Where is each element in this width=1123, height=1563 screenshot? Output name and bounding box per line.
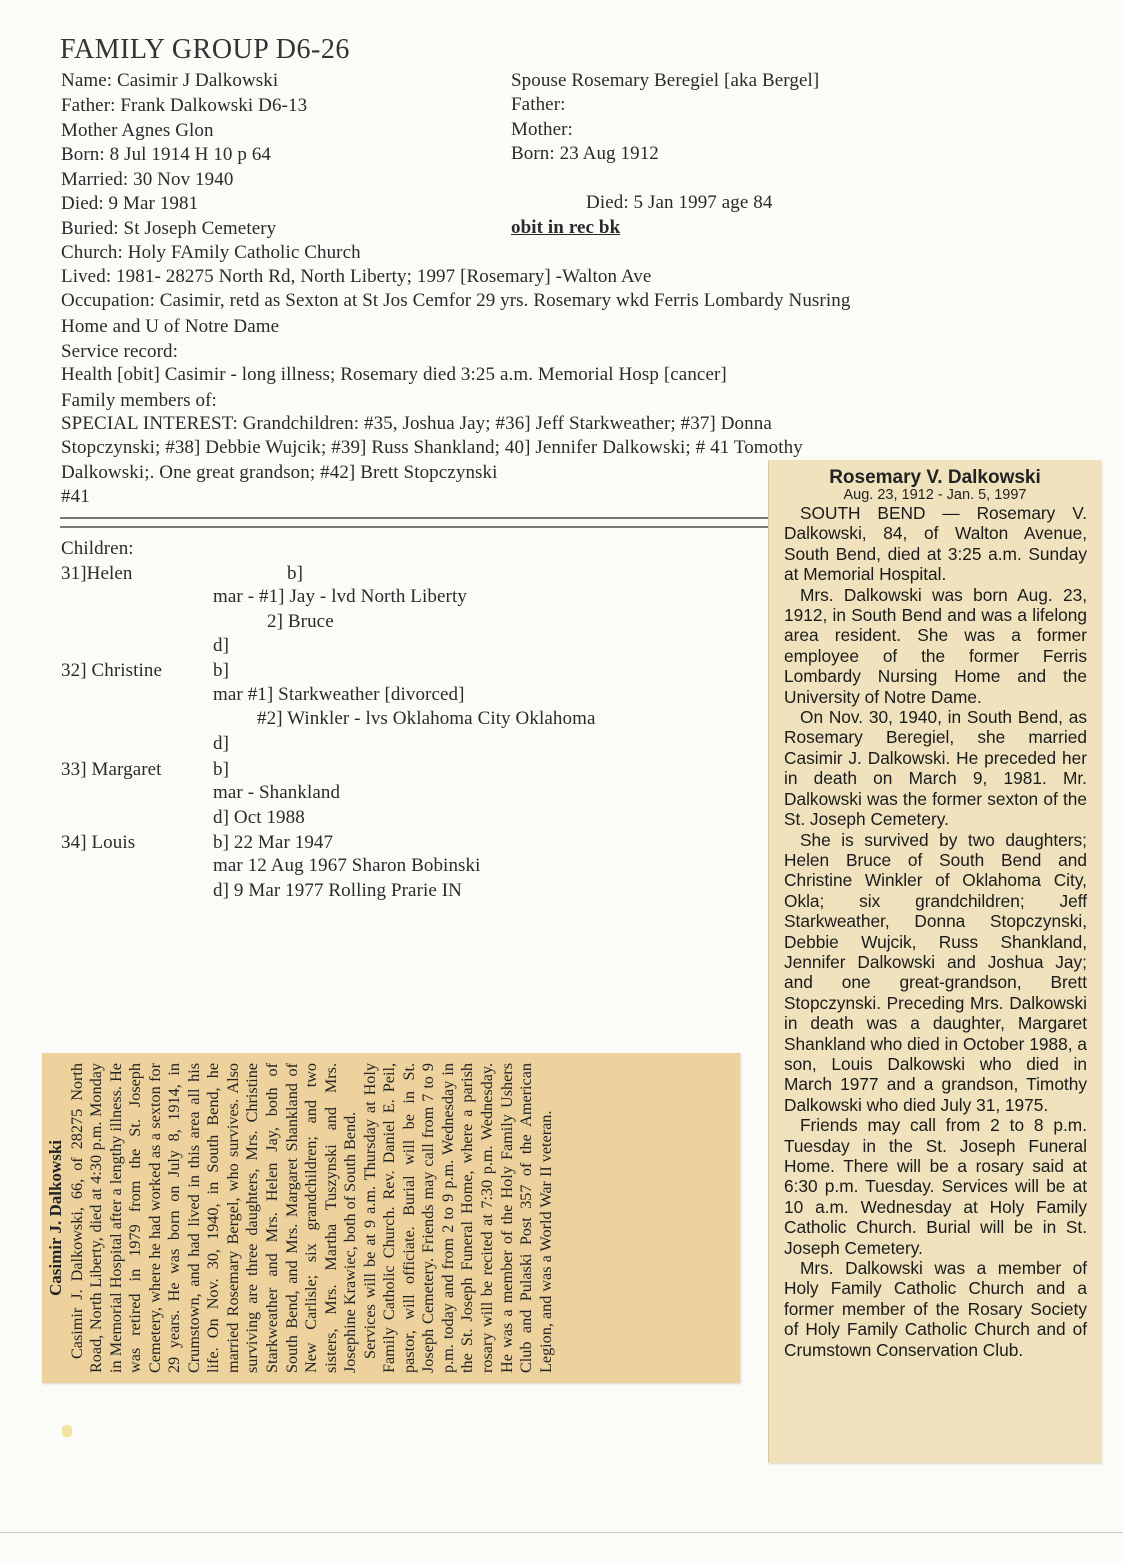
child-32-name: 32] Christine: [61, 660, 163, 681]
obit-casimir-para-1: Casimir J. Dalkowski, 66, of 28275 North Road, North Liberty, died at 4:30 p.m. Monday in Memorial Hospital after a lengthy illness. He was retired in 1979 from the St. Joseph Cemetery, where he had worked as a sexton for 29 years. He was born on July 8, 1914, in Crumstown, and had lived in this area all his life. On Nov. 30, 1940, in South Bend, he married Rosemary Bergel, who survives. Also surviving are three daughters, Mrs. Christine Starkweather and Mrs. Helen Jay, both of South Bend, and Mrs. Margaret Shankland of New Carlisle; six grandchildren; and two sisters, Mrs. Martha Tuszynski and Mrs. Josephine Krawiec, both of South Bend.: [67, 1063, 360, 1373]
divider: [60, 517, 775, 528]
field-father: Father: Frank Dalkowski D6-13: [61, 95, 308, 116]
field-buried: Buried: St Joseph Cemetery: [61, 218, 277, 239]
field-spouse-father: Father:: [511, 94, 566, 115]
obituary-clipping-rosemary: [768, 460, 1101, 1463]
obit-rosemary-para-5: Friends may call from 2 to 8 p.m. Tuesday in the St. Joseph Funeral Home. There will be a rosary said at 6:30 p.m. Tuesday. Services will be at 10 a.m. Wednesday at Holy Family Catholic Church. Burial will be in St. Joseph Cemetery.: [784, 1115, 1087, 1258]
children-heading: Children:: [61, 538, 134, 559]
child-32-marriage-2: #2] Winkler - lvs Oklahoma City Oklahoma: [257, 708, 596, 729]
field-spouse-mother: Mother:: [511, 119, 573, 140]
obit-link: obit in rec bk: [511, 217, 621, 238]
obit-casimir-para-2: Services will be at 9 a.m. Thursday at Holy Family Catholic Church. Rev. Daniel E. Peil, pastor, will officiate. Burial will be in St. Joseph Cemetery. Friends may call from 7 to 9 p.m. today and from 2 to 9 p.m. Wednesday in the St. Joseph Funeral Home, where a parish rosary will be recited at 7:30 p.m. Wednesday. He was a member of the Holy Family Ushers Club and Pulaski Post 357 of the American Legion, and was a World War II veteran.: [360, 1063, 555, 1373]
child-31-marriage-2: 2] Bruce: [267, 611, 334, 632]
field-born: Born: 8 Jul 1914 H 10 p 64: [61, 144, 272, 165]
child-32-died: d]: [213, 733, 230, 754]
obit-rosemary-para-2: Mrs. Dalkowski was born Aug. 23, 1912, in South Bend and was a lifelong area resident. She was a former employee of the former Ferris Lombardy Nursing Home and the University of Notre Dame.: [784, 584, 1087, 707]
field-mother: Mother Agnes Glon: [61, 120, 214, 141]
field-occupation: Occupation: Casimir, retd as Sexton at St Jos Cemfor 29 yrs. Rosemary wkd Ferris Lombardy Nusring: [61, 290, 851, 311]
obit-rosemary-para-4: She is survived by two daughters; Helen Bruce of South Bend and Christine Winkler of Oklahoma City, Okla; six grandchildren; Jeff Starkweather, Donna Stopczynski, Debbie Wujcik, Russ Shankland, Jennifer Dalkowski and Joshua Jay; and one great-grandson, Brett Stopczynski. Preceding Mrs. Dalkowski in death was a daughter, Margaret Shankland who died in October 1988, a son, Louis Dalkowski who died in March 1977 and a grandson, Timothy Dalkowski who died July 31, 1975.: [784, 829, 1087, 1115]
field-lived: Lived: 1981- 28275 North Rd, North Liberty; 1997 [Rosemary] -Walton Ave: [61, 266, 652, 287]
field-spouse: Spouse Rosemary Beregiel [aka Bergel]: [511, 70, 820, 91]
field-name: Name: Casimir J Dalkowski: [61, 70, 279, 91]
child-32-marriage-1: mar #1] Starkweather [divorced]: [213, 684, 465, 705]
child-34-died: d] 9 Mar 1977 Rolling Prarie IN: [213, 880, 463, 901]
field-health: Health [obit] Casimir - long illness; Rosemary died 3:25 a.m. Memorial Hosp [cancer]: [61, 364, 727, 385]
paper-speck: [62, 1425, 72, 1437]
child-34-marriage: mar 12 Aug 1967 Sharon Bobinski: [213, 855, 481, 876]
obit-rosemary-para-3: On Nov. 30, 1940, in South Bend, as Rosemary Beregiel, she married Casimir J. Dalkowski. He preceded her in death on March 9, 1981. Mr. Dalkowski was the former sexton of the St. Joseph Cemetery.: [784, 707, 1087, 830]
child-33-died: d] Oct 1988: [213, 807, 305, 828]
child-31-died: d]: [213, 635, 230, 656]
obit-rosemary-para-1: SOUTH BEND — Rosemary V. Dalkowski, 84, of Walton Avenue, South Bend, died at 3:25 a.m. Sunday at Memorial Hospital.: [784, 503, 1087, 585]
child-33-born: b]: [213, 759, 230, 780]
obit-rosemary-para-6: Mrs. Dalkowski was a member of Holy Family Catholic Church and a former member of the Rosary Society of Holy Family Catholic Church and of Crumstown Conservation Club.: [784, 1258, 1087, 1360]
field-family-members: Family members of:: [61, 390, 217, 411]
child-34-born: b] 22 Mar 1947: [213, 832, 334, 853]
child-33-name: 33] Margaret: [61, 759, 162, 780]
field-died: Died: 9 Mar 1981: [61, 193, 199, 214]
field-married: Married: 30 Nov 1940: [61, 169, 234, 190]
obituary-clipping-casimir: [42, 1053, 740, 1383]
child-31-marriage-1: mar - #1] Jay - lvd North Liberty: [213, 586, 467, 607]
field-spouse-born: Born: 23 Aug 1912: [511, 143, 659, 164]
obit-rosemary-name: Rosemary V. Dalkowski: [829, 467, 1041, 488]
field-occupation-cont: Home and U of Notre Dame: [61, 316, 280, 337]
field-special-interest-cont2: Dalkowski;. One great grandson; #42] Brett Stopczynski: [61, 462, 498, 483]
child-34-name: 34] Louis: [61, 832, 136, 853]
child-31-born: b]: [287, 563, 304, 584]
obit-rosemary-dates: Aug. 23, 1912 - Jan. 5, 1997: [843, 487, 1027, 503]
field-special-interest-cont3: #41: [61, 486, 90, 507]
field-special-interest: SPECIAL INTEREST: Grandchildren: #35, Joshua Jay; #36] Jeff Starkweather; #37] Donna: [61, 413, 772, 434]
child-32-born: b]: [213, 660, 230, 681]
child-31-name: 31]Helen: [61, 563, 133, 584]
page-title: FAMILY GROUP D6-26: [60, 34, 350, 65]
field-special-interest-cont1: Stopczynski; #38] Debbie Wujcik; #39] Russ Shankland; 40] Jennifer Dalkowski; # 41 Tomothy: [61, 437, 803, 458]
field-spouse-died: Died: 5 Jan 1997 age 84: [586, 192, 773, 213]
field-service-record: Service record:: [61, 341, 179, 362]
obit-casimir-name: Casimir J. Dalkowski: [46, 1140, 65, 1297]
child-33-marriage: mar - Shankland: [213, 782, 341, 803]
page-edge-line: [0, 1532, 1123, 1533]
field-church: Church: Holy FAmily Catholic Church: [61, 242, 361, 263]
